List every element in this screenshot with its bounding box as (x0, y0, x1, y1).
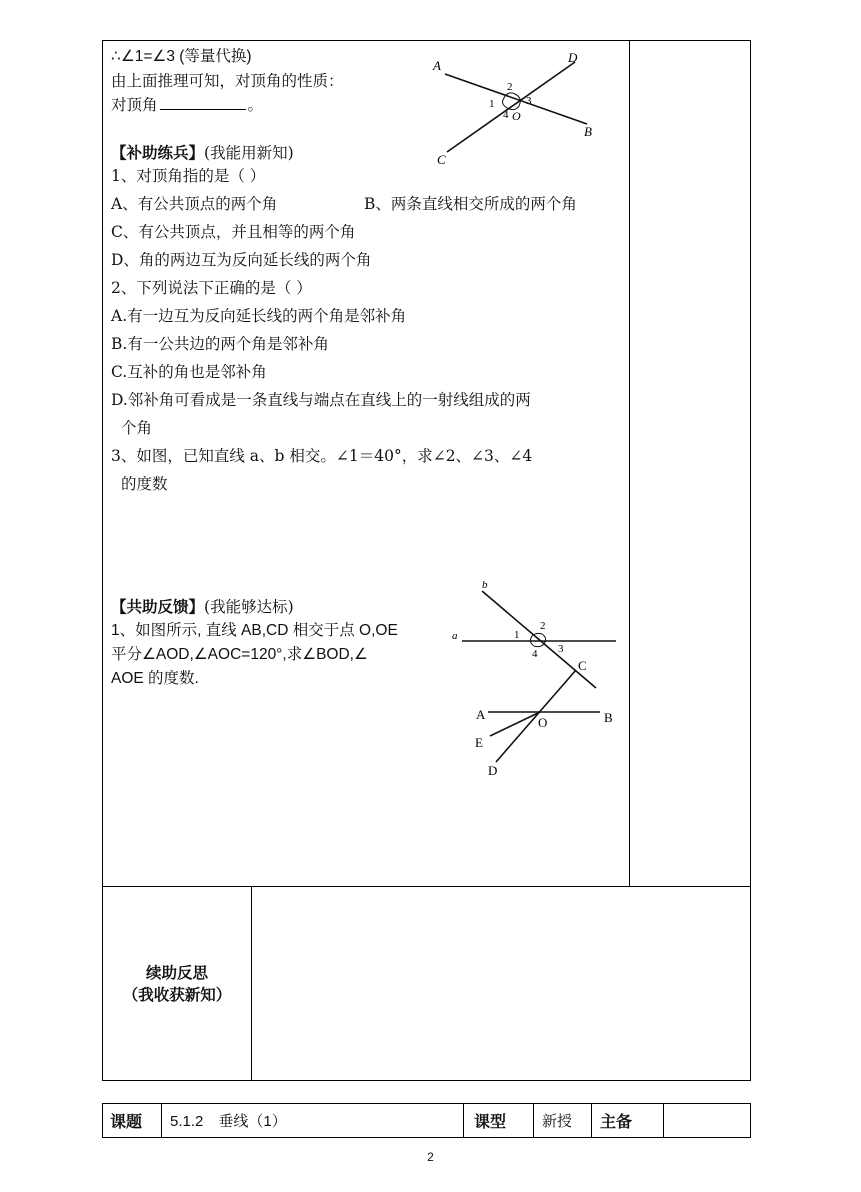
label-angle-3: 3 (526, 95, 532, 107)
lesson-col-1 (161, 1103, 162, 1138)
q1-option-b: B、两条直线相交所成的两个角 (364, 195, 577, 213)
type-value: 新授 (542, 1112, 573, 1130)
ray-oe (490, 712, 540, 736)
label-line-a: a (452, 630, 458, 642)
label-b: B (584, 124, 592, 139)
q2-option-b: B.有一公共边的两个角是邻补角 (111, 335, 329, 353)
label-angle-4: 4 (503, 109, 509, 121)
feedback-heading (111, 597, 294, 617)
property-line: 由上面推理可知，对顶角的性质： (111, 72, 344, 90)
angle-arcs-2 (530, 633, 545, 646)
vertical-angle-prefix: 对顶角 (111, 96, 158, 114)
page-number: 2 (427, 1150, 434, 1164)
label-line-b: b (482, 579, 488, 591)
table-border-right (750, 40, 751, 1081)
label-angle-2: 2 (507, 81, 513, 93)
label-d: D (568, 50, 578, 65)
lesson-col-3 (533, 1103, 534, 1138)
table-border-bottom (102, 1080, 751, 1081)
label-o-3: O (538, 715, 548, 730)
feedback-q1-line1: 1、如图所示, 直线 AB,CD 相交于点 O,OE (111, 622, 398, 639)
figure-bisector (468, 652, 628, 782)
topic-label: 课题 (110, 1112, 143, 1131)
label-c-3: C (578, 658, 587, 673)
line-cd (447, 62, 575, 152)
label-b-3: B (604, 710, 613, 725)
q2-option-d-line1: D.邻补角可看成是一条直线与端点在直线上的一射线组成的两 (111, 391, 531, 409)
q2-option-a: A.有一边互为反向延长线的两个角是邻补角 (111, 307, 407, 325)
label-angle-1: 1 (489, 98, 495, 110)
q1-option-c: C、有公共顶点，并且相等的两个角 (111, 223, 356, 241)
label-angle-2b: 2 (540, 620, 546, 632)
type-label: 课型 (474, 1112, 507, 1131)
conclusion-line: ∴∠1=∠3 (等量代换) (111, 48, 252, 65)
reflection-subtitle: （我收获新知） (122, 985, 232, 1004)
label-angle-1b: 1 (514, 629, 520, 641)
label-angle-3b: 3 (558, 643, 564, 655)
q2-option-c: C.互补的角也是邻补角 (111, 363, 267, 381)
label-angle-4b: 4 (532, 648, 538, 660)
vertical-angle-suffix: 。 (247, 96, 264, 114)
q2-stem: 2、下列说法下正确的是（ ） (111, 279, 312, 297)
reflection-cell (103, 887, 251, 1080)
topic-value-text: 5.1.2 垂线（1） (170, 1113, 287, 1130)
q1-option-d: D、角的两边互为反向延长线的两个角 (111, 251, 372, 269)
figure-vertical-angles (425, 48, 625, 166)
feedback-q1-line3: AOE 的度数. (111, 670, 199, 687)
q3-line2: 的度数 (121, 475, 168, 493)
practice-heading-sub: (我能用新知) (204, 144, 294, 162)
lesson-table-left (102, 1103, 103, 1138)
q3-line1: 3、如图，已知直线 a、b 相交。∠1＝40°，求∠2、∠3、∠4 (111, 447, 533, 465)
feedback-heading-sub: (我能够达标 (204, 598, 288, 616)
q2-option-d-line2: 个角 (121, 419, 153, 437)
q1-option-a: A、有公共顶点的两个角 (111, 195, 278, 213)
label-d-3: D (488, 763, 498, 778)
lesson-table-right (750, 1103, 751, 1138)
reflection-answer-area[interactable] (253, 888, 749, 1079)
label-o: O (512, 109, 521, 123)
answer-blank[interactable] (160, 95, 246, 110)
label-c: C (437, 152, 446, 166)
label-a: A (433, 58, 441, 73)
vertical-angle-line (111, 95, 263, 115)
lesson-col-4 (591, 1103, 592, 1138)
host-label: 主备 (600, 1112, 633, 1131)
practice-heading (111, 143, 294, 163)
line-cd-3 (496, 670, 576, 762)
lesson-col-5 (663, 1103, 664, 1138)
q1-stem: 1、对顶角指的是（ ） (111, 167, 266, 185)
feedback-heading-title: 【共助反馈】 (111, 598, 205, 616)
label-e-3: E (475, 735, 483, 750)
label-a-3: A (476, 707, 486, 722)
reflection-title: 续助反思 (145, 963, 208, 982)
feedback-heading-close: ) (287, 598, 294, 616)
practice-heading-title: 【补助练兵】 (111, 144, 205, 162)
lesson-col-2 (463, 1103, 464, 1138)
feedback-q1-line2: 平分∠AOD,∠AOC=120°,求∠BOD,∠ (111, 646, 368, 663)
lesson-table-bottom (102, 1137, 751, 1138)
topic-value (170, 1104, 287, 1137)
